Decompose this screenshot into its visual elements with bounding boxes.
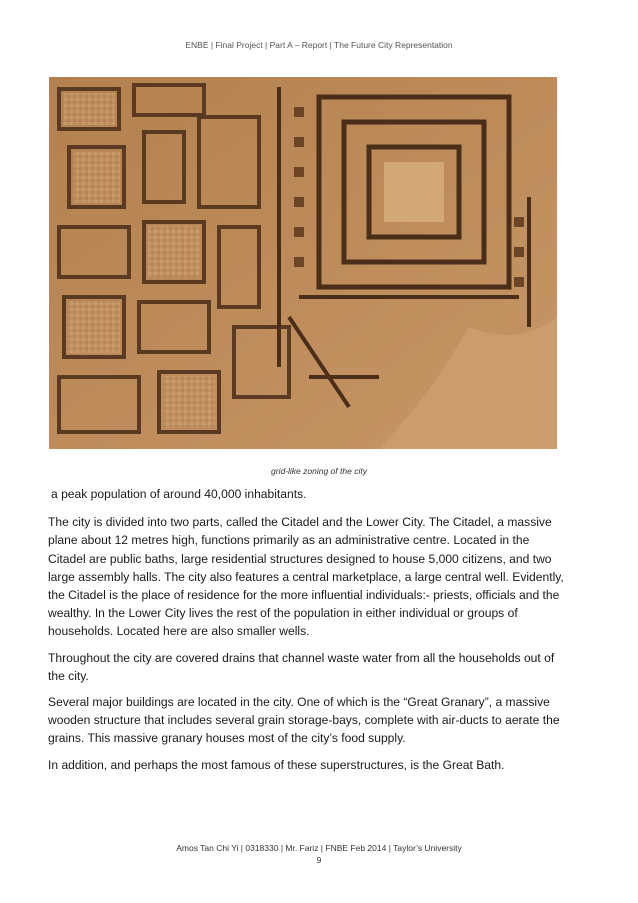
figure-caption: grid-like zoning of the city: [271, 466, 367, 476]
paragraph: a peak population of around 40,000 inhabitants.: [51, 487, 307, 501]
footer-credits: Amos Tan Chi Yi | 0318330 | Mr. Fariz | FNBE Feb 2014 | Taylor’s University: [176, 843, 462, 853]
aerial-city-photo: [49, 77, 557, 449]
body-text: [48, 485, 568, 782]
paragraph: In addition, and perhaps the most famous of these superstructures, is the Great Bath.: [48, 757, 505, 772]
paragraph: The city is divided into two parts, called the Citadel and the Lower City. The Citadel, a massive plane about 12 metres high, functions primarily as an administrative centre. Located in the Citadel are public baths, large residential structures designed to house 5,000 citizens, and two large assembly halls. The city also features a central marketplace, a large central well. Evidently, the Citadel is the place of residence for the more influential individuals:- priests, officials and the wealthy. In the Lower City lives the rest of the population in either individual or groups of households. Located here are also smaller wells.: [48, 515, 564, 639]
page-number: 9: [316, 855, 322, 865]
page-footer: [0, 842, 638, 866]
paragraph: Throughout the city are covered drains that channel waste water from all the households out of the city.: [48, 650, 555, 683]
paragraph: Several major buildings are located in the city. One of which is the “Great Granary”, a massive wooden structure that includes several grain storage-bays, complete with air-ducts to aerate the grains. This massive granary houses most of the city’s food supply.: [48, 695, 560, 746]
page-header: ENBE | Final Project | Part A – Report | The Future City Representation: [185, 40, 453, 50]
ruins-illustration: [49, 77, 557, 449]
